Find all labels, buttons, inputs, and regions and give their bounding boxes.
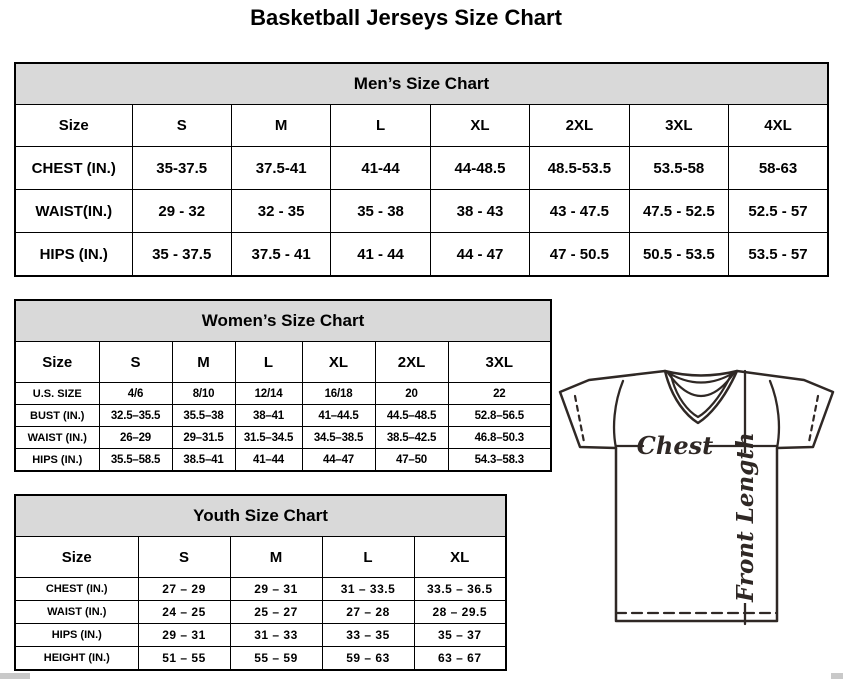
size-value-cell: 12/14 xyxy=(235,383,302,405)
size-value-cell: 26–29 xyxy=(99,427,172,449)
column-header: XL xyxy=(430,105,529,147)
column-header: M xyxy=(231,105,330,147)
column-header: L xyxy=(331,105,430,147)
row-label: HIPS (IN.) xyxy=(15,624,138,647)
column-header: M xyxy=(172,342,235,383)
size-value-cell: 37.5 - 41 xyxy=(231,233,330,277)
row-label: WAIST (IN.) xyxy=(15,427,99,449)
table-title-row xyxy=(15,495,506,537)
table-row xyxy=(15,578,506,601)
column-header: M xyxy=(230,537,322,578)
size-value-cell: 38 - 43 xyxy=(430,190,529,233)
size-value-cell: 55 – 59 xyxy=(230,647,322,671)
size-value-cell: 8/10 xyxy=(172,383,235,405)
size-value-cell: 46.8–50.3 xyxy=(448,427,551,449)
size-value-cell: 53.5 - 57 xyxy=(729,233,828,277)
size-value-cell: 48.5-53.5 xyxy=(530,147,629,190)
size-value-cell: 33.5 – 36.5 xyxy=(414,578,506,601)
size-value-cell: 47–50 xyxy=(375,449,448,472)
size-value-cell: 35 - 37.5 xyxy=(132,233,231,277)
table-row xyxy=(15,449,551,472)
size-value-cell: 25 – 27 xyxy=(230,601,322,624)
size-value-cell: 32 - 35 xyxy=(231,190,330,233)
size-value-cell: 38.5–41 xyxy=(172,449,235,472)
row-label: WAIST(IN.) xyxy=(15,190,132,233)
size-value-cell: 22 xyxy=(448,383,551,405)
size-value-cell: 44 - 47 xyxy=(430,233,529,277)
size-value-cell: 20 xyxy=(375,383,448,405)
size-value-cell: 63 – 67 xyxy=(414,647,506,671)
size-value-cell: 16/18 xyxy=(302,383,375,405)
size-value-cell: 54.3–58.3 xyxy=(448,449,551,472)
womens-size-chart-table xyxy=(14,299,552,472)
size-value-cell: 27 – 29 xyxy=(138,578,230,601)
row-label: HIPS (IN.) xyxy=(15,449,99,472)
size-value-cell: 58-63 xyxy=(729,147,828,190)
size-value-cell: 44.5–48.5 xyxy=(375,405,448,427)
size-value-cell: 24 – 25 xyxy=(138,601,230,624)
size-value-cell: 44–47 xyxy=(302,449,375,472)
size-value-cell: 38.5–42.5 xyxy=(375,427,448,449)
table-row xyxy=(15,427,551,449)
column-header: S xyxy=(138,537,230,578)
size-value-cell: 47.5 - 52.5 xyxy=(629,190,728,233)
table-title: Men’s Size Chart xyxy=(15,63,828,105)
column-header: Size xyxy=(15,105,132,147)
size-value-cell: 35 - 38 xyxy=(331,190,430,233)
row-label: CHEST (IN.) xyxy=(15,578,138,601)
size-value-cell: 31 – 33 xyxy=(230,624,322,647)
table-title-row xyxy=(15,300,551,342)
table-header-row xyxy=(15,537,506,578)
size-value-cell: 51 – 55 xyxy=(138,647,230,671)
size-value-cell: 41 - 44 xyxy=(331,233,430,277)
column-header: S xyxy=(132,105,231,147)
column-header: XL xyxy=(302,342,375,383)
size-value-cell: 31 – 33.5 xyxy=(322,578,414,601)
table-row xyxy=(15,383,551,405)
table-row xyxy=(15,405,551,427)
column-header: 3XL xyxy=(629,105,728,147)
size-value-cell: 43 - 47.5 xyxy=(530,190,629,233)
size-value-cell: 32.5–35.5 xyxy=(99,405,172,427)
table-title: Women’s Size Chart xyxy=(15,300,551,342)
size-value-cell: 27 – 28 xyxy=(322,601,414,624)
jersey-diagram xyxy=(557,358,843,644)
table-row xyxy=(15,147,828,190)
column-header: XL xyxy=(414,537,506,578)
column-header: 2XL xyxy=(530,105,629,147)
size-value-cell: 33 – 35 xyxy=(322,624,414,647)
column-header: Size xyxy=(15,342,99,383)
row-label: CHEST (IN.) xyxy=(15,147,132,190)
row-label: WAIST (IN.) xyxy=(15,601,138,624)
size-value-cell: 37.5-41 xyxy=(231,147,330,190)
size-value-cell: 28 – 29.5 xyxy=(414,601,506,624)
table-row xyxy=(15,190,828,233)
row-label: HIPS (IN.) xyxy=(15,233,132,277)
horizontal-scrollbar-fragment-left[interactable] xyxy=(0,673,30,679)
table-row xyxy=(15,647,506,671)
size-value-cell: 47 - 50.5 xyxy=(530,233,629,277)
size-value-cell: 35.5–38 xyxy=(172,405,235,427)
table-row xyxy=(15,233,828,277)
size-value-cell: 29 – 31 xyxy=(138,624,230,647)
size-value-cell: 35.5–58.5 xyxy=(99,449,172,472)
row-label: BUST (IN.) xyxy=(15,405,99,427)
row-label: HEIGHT (IN.) xyxy=(15,647,138,671)
size-value-cell: 38–41 xyxy=(235,405,302,427)
chest-label: Chest xyxy=(636,431,714,460)
page-title: Basketball Jerseys Size Chart xyxy=(250,5,562,30)
size-value-cell: 35-37.5 xyxy=(132,147,231,190)
table-title-row xyxy=(15,63,828,105)
column-header: L xyxy=(235,342,302,383)
table-title: Youth Size Chart xyxy=(15,495,506,537)
size-value-cell: 52.5 - 57 xyxy=(729,190,828,233)
horizontal-scrollbar-fragment-right[interactable] xyxy=(831,673,843,679)
row-label: U.S. SIZE xyxy=(15,383,99,405)
table-header-row xyxy=(15,342,551,383)
size-value-cell: 29 - 32 xyxy=(132,190,231,233)
size-value-cell: 53.5-58 xyxy=(629,147,728,190)
jersey-outline xyxy=(560,371,833,621)
column-header: 3XL xyxy=(448,342,551,383)
column-header: S xyxy=(99,342,172,383)
table-row xyxy=(15,601,506,624)
size-value-cell: 50.5 - 53.5 xyxy=(629,233,728,277)
size-value-cell: 29 – 31 xyxy=(230,578,322,601)
youth-size-chart-table xyxy=(14,494,507,671)
table-row xyxy=(15,624,506,647)
size-value-cell: 59 – 63 xyxy=(322,647,414,671)
table-header-row xyxy=(15,105,828,147)
size-value-cell: 4/6 xyxy=(99,383,172,405)
size-value-cell: 41-44 xyxy=(331,147,430,190)
column-header: 4XL xyxy=(729,105,828,147)
column-header: L xyxy=(322,537,414,578)
mens-size-chart-table xyxy=(14,62,829,277)
size-value-cell: 52.8–56.5 xyxy=(448,405,551,427)
size-value-cell: 29–31.5 xyxy=(172,427,235,449)
size-value-cell: 44-48.5 xyxy=(430,147,529,190)
column-header: Size xyxy=(15,537,138,578)
size-value-cell: 31.5–34.5 xyxy=(235,427,302,449)
front-length-label: Front Length xyxy=(732,432,759,602)
size-value-cell: 34.5–38.5 xyxy=(302,427,375,449)
size-value-cell: 41–44 xyxy=(235,449,302,472)
size-value-cell: 35 – 37 xyxy=(414,624,506,647)
size-value-cell: 41–44.5 xyxy=(302,405,375,427)
column-header: 2XL xyxy=(375,342,448,383)
